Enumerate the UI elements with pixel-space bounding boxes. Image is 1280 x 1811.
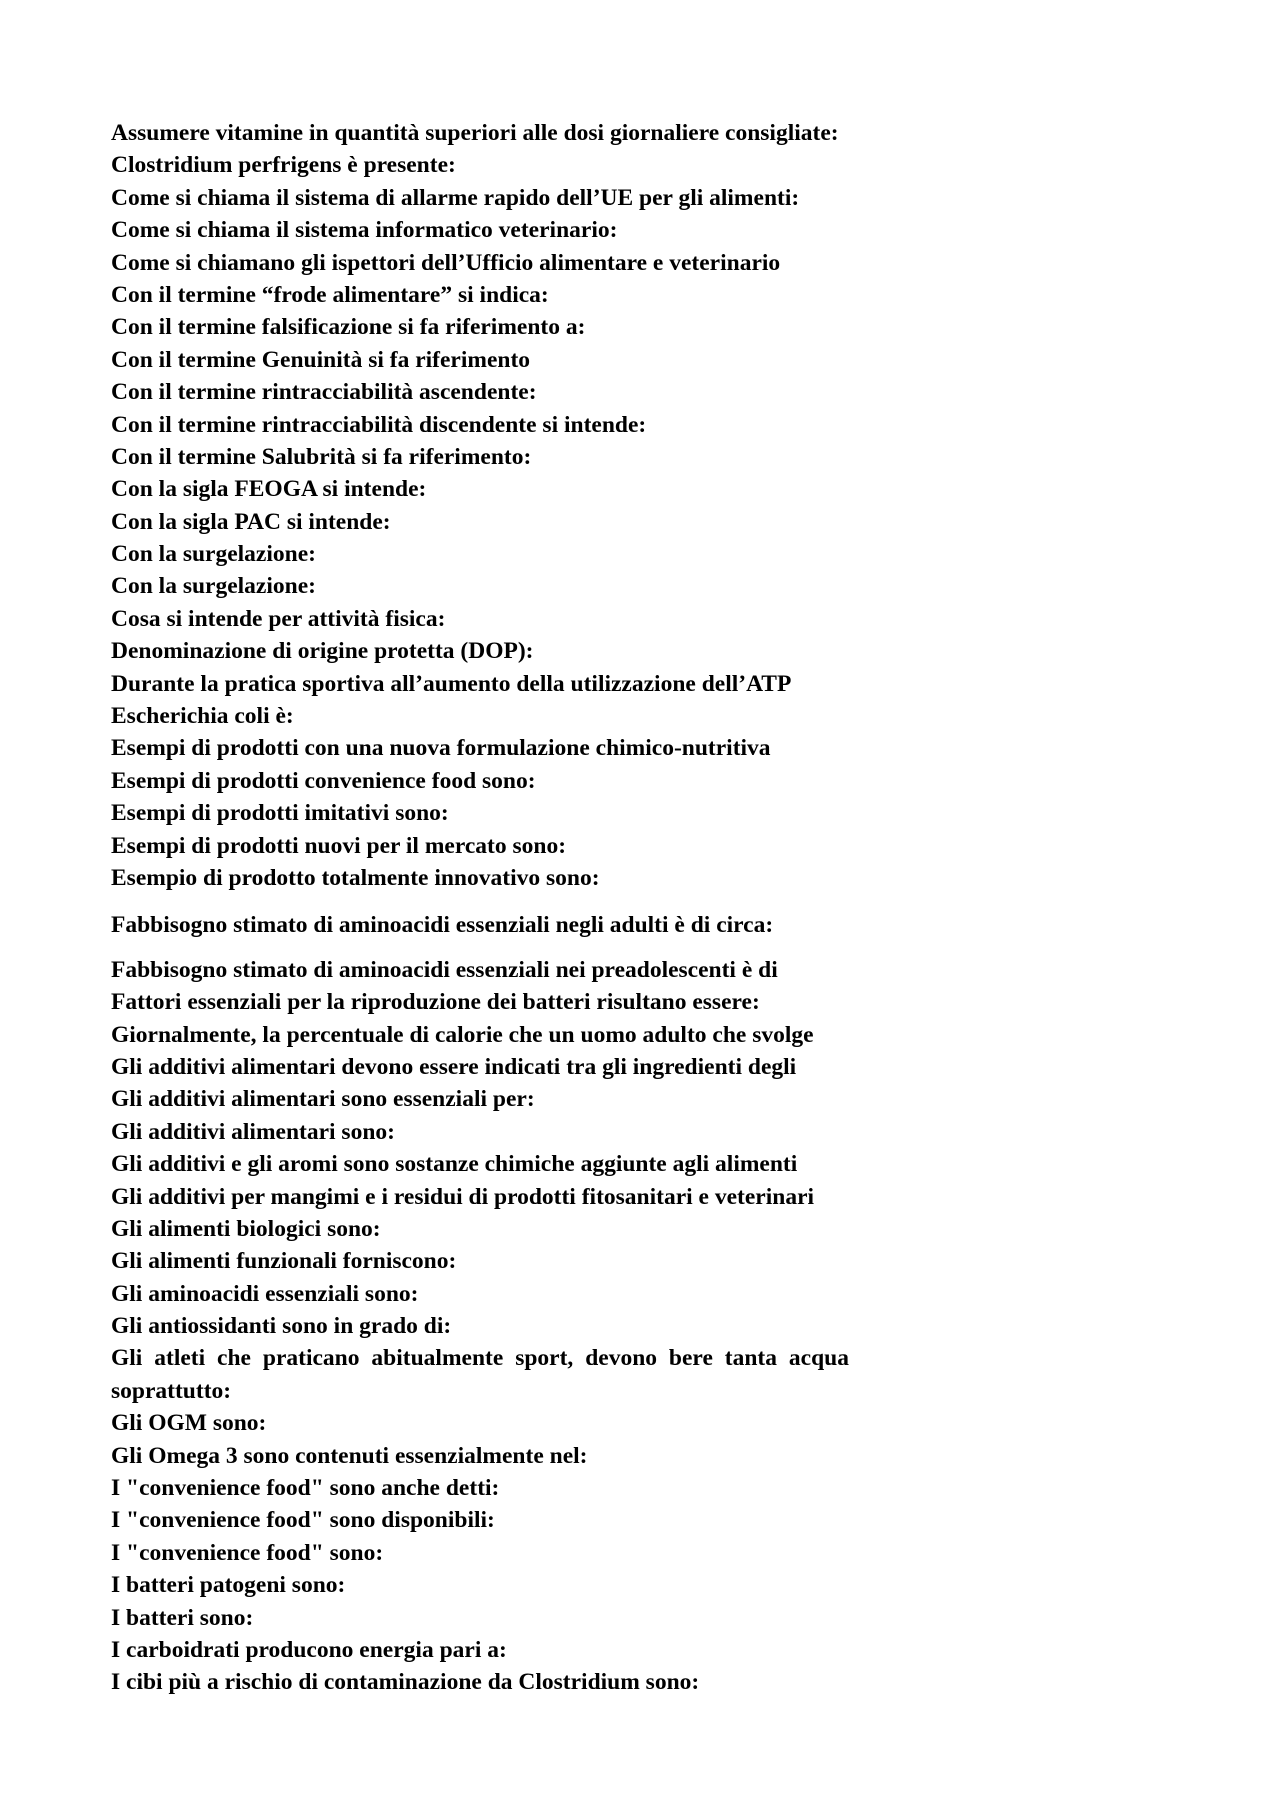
question-line: Con la sigla FEOGA si intende:	[111, 476, 427, 503]
question-line: Come si chiama il sistema di allarme rapido dell’UE per gli alimenti:	[111, 184, 800, 211]
question-line: I carboidrati producono energia pari a:	[111, 1637, 507, 1663]
question-line: Gli OGM sono:	[111, 1410, 267, 1437]
question-line: Gli atleti che praticano abitualmente sport, devono bere tanta acqua soprattutto:	[111, 1345, 849, 1404]
question-line: Esempi di prodotti nuovi per il mercato sono:	[111, 832, 567, 859]
question-line: Giornalmente, la percentuale di calorie che un uomo adulto che svolge	[111, 1021, 814, 1048]
question-line: Esempi di prodotti con una nuova formulazione chimico-nutritiva	[111, 735, 771, 762]
question-line: Escherichia coli è:	[111, 703, 294, 730]
question-line: Gli additivi e gli aromi sono sostanze chimiche aggiunte agli alimenti	[111, 1151, 798, 1178]
question-line: Assumere vitamine in quantità superiori alle dosi giornaliere consigliate:	[111, 120, 839, 146]
question-line: Come si chiamano gli ispettori dell’Ufficio alimentare e veterinario	[111, 249, 781, 276]
question-line: Con il termine Genuinità si fa riferimento	[111, 346, 531, 373]
question-line: Clostridium perfrigens è presente:	[111, 152, 456, 179]
question-line: Con il termine rintracciabilità discendente si intende:	[111, 411, 647, 438]
question-line: Esempio di prodotto totalmente innovativo sono:	[111, 864, 600, 891]
question-line: I batteri sono:	[111, 1604, 254, 1631]
question-line: Durante la pratica sportiva all’aumento della utilizzazione dell’ATP	[111, 670, 792, 697]
question-line: Esempi di prodotti imitativi sono:	[111, 800, 449, 827]
question-line: Gli additivi per mangimi e i residui di prodotti fitosanitari e veterinari	[111, 1183, 815, 1210]
question-line: Fattori essenziali per la riproduzione dei batteri risultano essere:	[111, 989, 760, 1016]
question-line: Gli antiossidanti sono in grado di:	[111, 1313, 452, 1340]
question-line: Fabbisogno stimato di aminoacidi essenziali negli adulti è di circa:	[111, 912, 774, 939]
question-line: Con il termine “frode alimentare” si indica:	[111, 281, 549, 308]
question-line: Con il termine falsificazione si fa riferimento a:	[111, 314, 586, 341]
question-line: Gli additivi alimentari devono essere indicati tra gli ingredienti degli	[111, 1053, 797, 1080]
question-line: Gli alimenti biologici sono:	[111, 1215, 381, 1242]
question-line: I batteri patogeni sono:	[111, 1572, 346, 1599]
question-line: Gli additivi alimentari sono essenziali per:	[111, 1086, 535, 1113]
question-line: I "convenience food" sono:	[111, 1539, 384, 1566]
question-line: Con il termine Salubrità si fa riferimento:	[111, 443, 532, 470]
question-line: I "convenience food" sono anche detti:	[111, 1475, 500, 1502]
question-line: Esempi di prodotti convenience food sono:	[111, 767, 536, 794]
question-line: I cibi più a rischio di contaminazione da Clostridium sono:	[111, 1669, 700, 1696]
question-line: Gli additivi alimentari sono:	[111, 1118, 395, 1145]
question-line: Gli alimenti funzionali forniscono:	[111, 1248, 457, 1275]
question-line: Denominazione di origine protetta (DOP):	[111, 638, 534, 665]
question-line: Con la surgelazione:	[111, 541, 316, 568]
question-line: I "convenience food" sono disponibili:	[111, 1507, 495, 1534]
question-line: Fabbisogno stimato di aminoacidi essenziali nei preadolescenti è di	[111, 956, 778, 983]
question-line: Con il termine rintracciabilità ascendente:	[111, 379, 537, 406]
question-line: Con la surgelazione:	[111, 573, 316, 600]
question-line: Con la sigla PAC si intende:	[111, 508, 391, 535]
question-list	[111, 117, 849, 1699]
question-line: Come si chiama il sistema informatico veterinario:	[111, 217, 618, 244]
question-line: Gli Omega 3 sono contenuti essenzialmente nel:	[111, 1442, 588, 1469]
question-line: Cosa si intende per attività fisica:	[111, 605, 446, 632]
question-line: Gli aminoacidi essenziali sono:	[111, 1280, 419, 1307]
